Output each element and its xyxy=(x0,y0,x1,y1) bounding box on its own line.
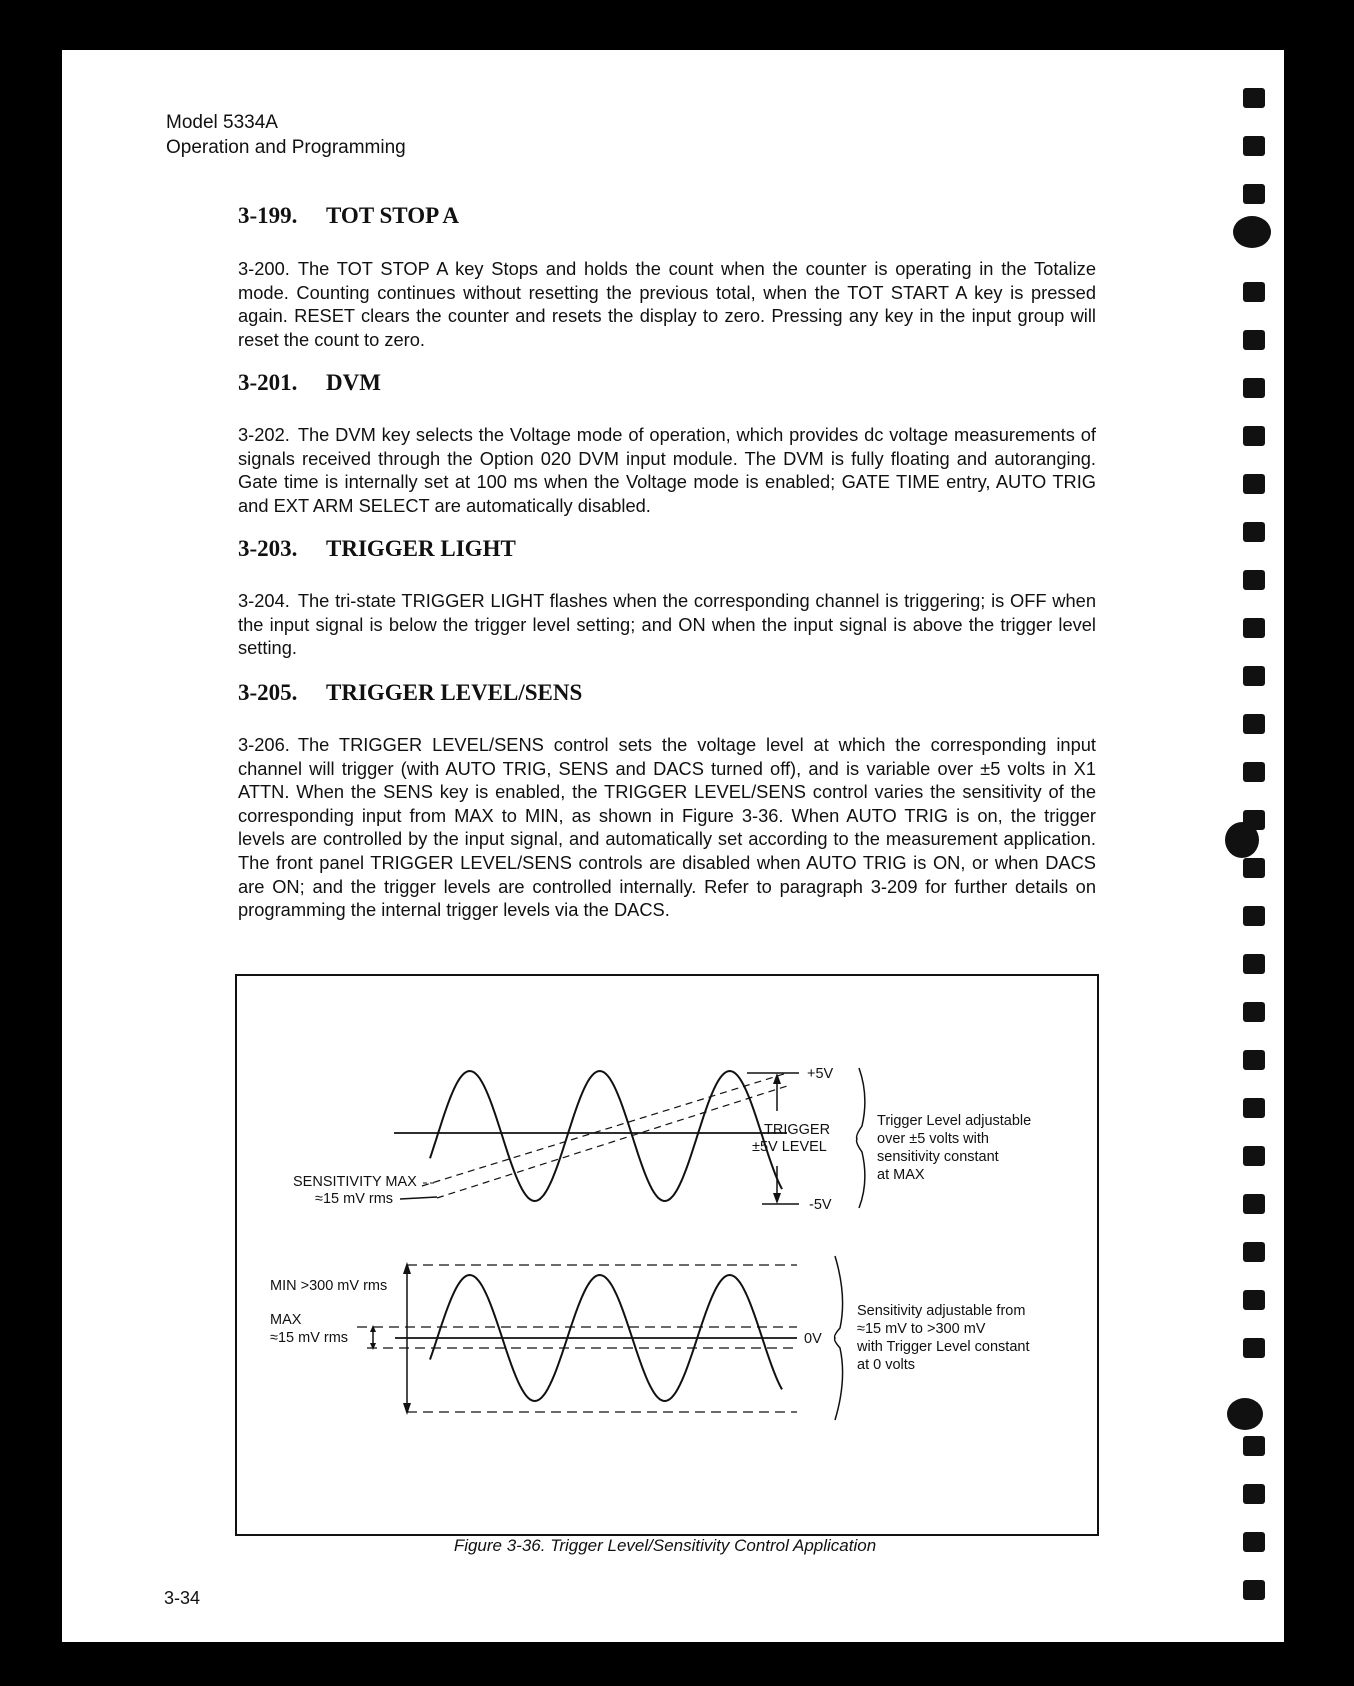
arrow-down-icon xyxy=(370,1343,376,1350)
binder-tab xyxy=(1243,762,1265,782)
section-title: DVM xyxy=(326,370,381,395)
sens-pointer-2 xyxy=(400,1197,437,1199)
binder-tab xyxy=(1243,184,1265,204)
binder-tab xyxy=(1243,666,1265,686)
page-number: 3-34 xyxy=(164,1588,201,1608)
hysteresis-band-upper xyxy=(422,1073,787,1186)
top-note-line-3: sensitivity constant xyxy=(877,1149,999,1165)
binder-tab xyxy=(1243,1436,1265,1456)
binder-tab xyxy=(1243,1532,1265,1552)
manual-page xyxy=(62,50,1284,1642)
binder-tab xyxy=(1243,522,1265,542)
arrow-up-icon xyxy=(370,1325,376,1332)
bottom-note-line-3: with Trigger Level constant xyxy=(857,1339,1030,1355)
paragraph-3-206 xyxy=(238,733,1096,922)
top-note-line-1: Trigger Level adjustable xyxy=(877,1113,1032,1129)
bottom-brace xyxy=(835,1256,843,1420)
binder-tab xyxy=(1243,1580,1265,1600)
paragraph-number: 3-202. xyxy=(238,424,290,445)
section-heading-dvm xyxy=(238,370,381,396)
binder-tab xyxy=(1243,810,1265,830)
top-sine-wave xyxy=(430,1071,782,1201)
top-note-line-4: at MAX xyxy=(877,1167,925,1183)
bottom-diagram xyxy=(270,1256,1029,1420)
arrow-down-icon xyxy=(773,1193,781,1204)
level-label: ±5V LEVEL xyxy=(752,1139,827,1155)
header-section: Operation and Programming xyxy=(166,137,406,158)
section-title: TOT STOP A xyxy=(326,203,459,228)
binder-tab xyxy=(1243,858,1265,878)
section-number: 3-199. xyxy=(238,203,298,228)
paragraph-3-200 xyxy=(238,257,1096,351)
section-number: 3-203. xyxy=(238,536,298,561)
binder-tab xyxy=(1243,906,1265,926)
binder-tab xyxy=(1243,1484,1265,1504)
binder-tab xyxy=(1243,1146,1265,1166)
section-title: TRIGGER LIGHT xyxy=(326,536,516,561)
figure-3-36 xyxy=(235,974,1099,1536)
binder-tab xyxy=(1243,954,1265,974)
paragraph-text: The TOT STOP A key Stops and holds the count when the counter is operating in the Totalize mode. Counting continues without resetting the previous total, when the TOT START A key is pressed again. RESET clears the counter and resets the display to zero. Pressing any key in the input group will reset the count to zero. xyxy=(238,258,1096,350)
arrow-up-icon xyxy=(403,1262,411,1274)
bottom-note-line-2: ≈15 mV to >300 mV xyxy=(857,1321,986,1337)
binder-tab xyxy=(1243,618,1265,638)
bottom-note-line-1: Sensitivity adjustable from xyxy=(857,1303,1026,1319)
binder-tab xyxy=(1243,1002,1265,1022)
binder-tab xyxy=(1243,426,1265,446)
figure-caption: Figure 3-36. Trigger Level/Sensitivity Control Application xyxy=(453,1536,877,1555)
punch-hole xyxy=(1227,1398,1263,1430)
header-model: Model 5334A xyxy=(166,112,278,133)
trigger-label: TRIGGER xyxy=(764,1122,831,1138)
section-heading-tot-stop-a xyxy=(238,203,459,229)
zero-volt-label: 0V xyxy=(804,1331,822,1347)
binder-tab xyxy=(1243,474,1265,494)
binder-tab xyxy=(1243,1242,1265,1262)
paragraph-3-204 xyxy=(238,589,1096,660)
page-header xyxy=(166,110,406,160)
paragraph-number: 3-204. xyxy=(238,590,290,611)
paragraph-text: The TRIGGER LEVEL/SENS control sets the voltage level at which the corresponding input channel will trigger (with AUTO TRIG, SENS and DACS turned off), and is variable over ±5 volts in X1 ATTN. When the SENS key is enabled, the TRIGGER LEVEL/SENS control varies the sensitivity of the corresponding input from MAX to MIN, as shown in Figure 3-36. When AUTO TRIG is on, the trigger levels are controlled by the input signal, and automatically set according to the measurement application. The front panel TRIGGER LEVEL/SENS controls are disabled when AUTO TRIG is ON, or when DACS are ON; and the trigger levels are controlled internally. Refer to paragraph 3-209 for further details on programming the internal trigger levels via the DACS. xyxy=(238,734,1096,921)
arrow-down-icon xyxy=(403,1403,411,1415)
min-label: MIN >300 mV rms xyxy=(270,1278,388,1294)
max-value: ≈15 mV rms xyxy=(270,1330,349,1346)
binder-tab xyxy=(1243,136,1265,156)
binder-tab xyxy=(1243,1290,1265,1310)
section-heading-trigger-level-sens xyxy=(238,680,582,706)
binder-tab xyxy=(1243,570,1265,590)
binder-tab xyxy=(1243,1194,1265,1214)
binder-tab xyxy=(1243,1338,1265,1358)
top-diagram xyxy=(293,1066,1031,1213)
top-brace xyxy=(857,1068,865,1208)
binder-tab xyxy=(1243,1098,1265,1118)
paragraph-number: 3-200. xyxy=(238,258,290,279)
hysteresis-band-lower xyxy=(437,1086,787,1198)
paragraph-text: The tri-state TRIGGER LIGHT flashes when the corresponding channel is triggering; is OFF when the input signal is below the trigger level setting; and ON when the input signal is above the trigger level setting. xyxy=(238,590,1096,659)
section-heading-trigger-light xyxy=(238,536,516,562)
bottom-note-line-4: at 0 volts xyxy=(857,1357,916,1373)
binder-tab xyxy=(1243,714,1265,734)
section-number: 3-201. xyxy=(238,370,298,395)
binder-edge xyxy=(1235,50,1284,1642)
top-note-line-2: over ±5 volts with xyxy=(877,1131,989,1147)
paragraph-text: The DVM key selects the Voltage mode of operation, which provides dc voltage measurements of signals received through the Option 020 DVM input module. The DVM is fully floating and autoranging. Gate time is internally set at 100 ms when the Voltage mode is enabled; GATE TIME entry, AUTO TRIG and EXT ARM SELECT are automatically disabled. xyxy=(238,424,1096,516)
binder-tab xyxy=(1243,1050,1265,1070)
punch-hole xyxy=(1233,216,1271,248)
binder-tab xyxy=(1243,282,1265,302)
trigger-sensitivity-diagram xyxy=(237,976,1097,1534)
minus5-label: -5V xyxy=(809,1197,832,1213)
paragraph-3-202 xyxy=(238,423,1096,517)
sens-max-label: SENSITIVITY MAX xyxy=(293,1174,417,1190)
max-label: MAX xyxy=(270,1312,302,1328)
section-title: TRIGGER LEVEL/SENS xyxy=(326,680,583,705)
sens-max-value: ≈15 mV rms xyxy=(315,1191,394,1207)
section-number: 3-205. xyxy=(238,680,298,705)
paragraph-number: 3-206. xyxy=(238,734,290,755)
plus5-label: +5V xyxy=(807,1066,834,1082)
binder-tab xyxy=(1243,88,1265,108)
binder-tab xyxy=(1243,378,1265,398)
binder-tab xyxy=(1243,330,1265,350)
